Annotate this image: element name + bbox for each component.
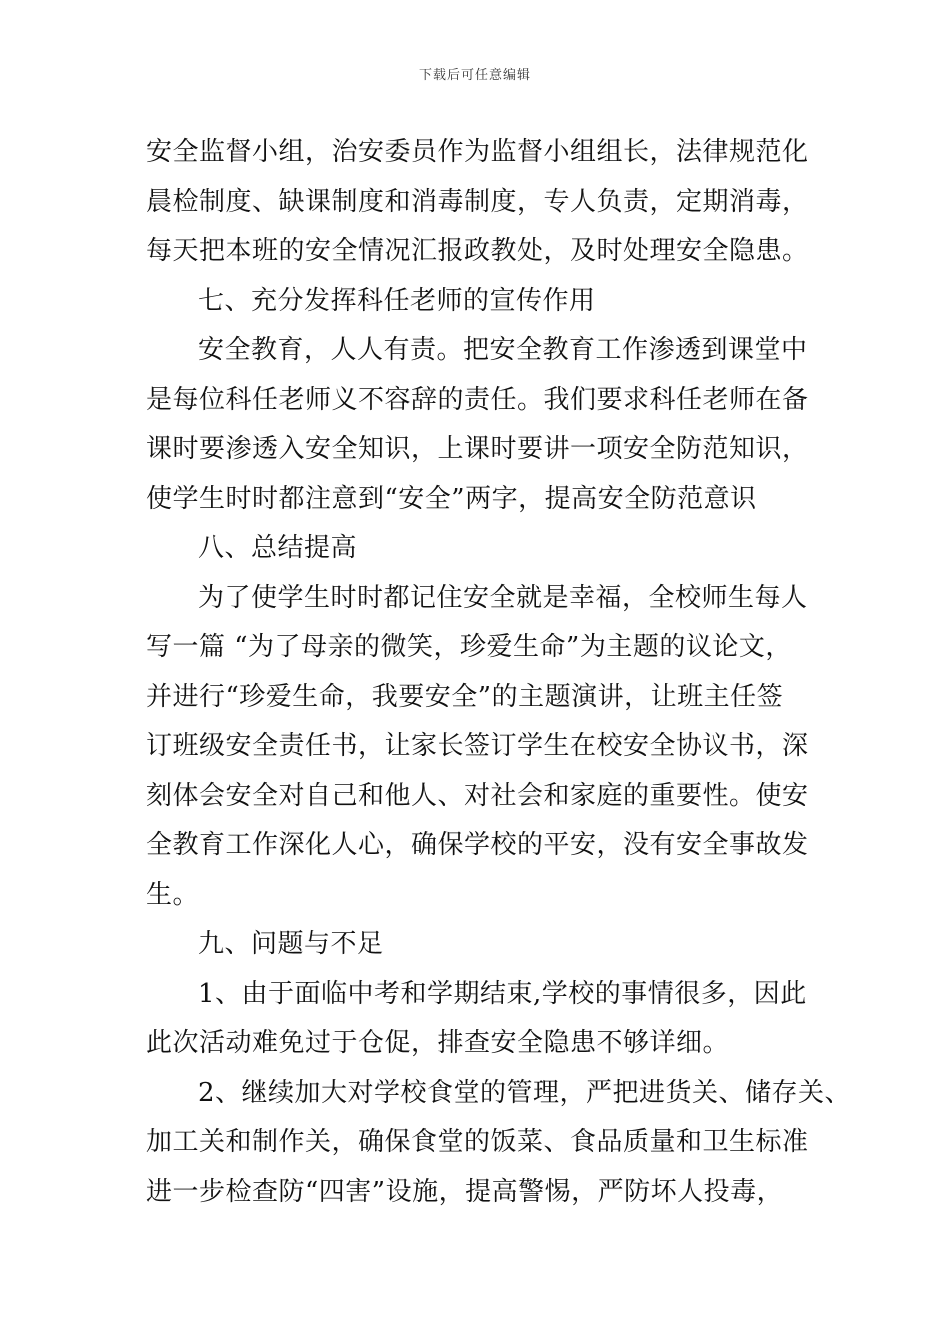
text-line-1: 安全监督小组，治安委员作为监督小组组长，法律规范化: [146, 137, 809, 167]
document-body: [146, 128, 852, 1217]
section-heading-9: 九、问题与不足: [198, 929, 384, 959]
text-line-11: 写一篇 “为了母亲的微笑，珍爱生命”为主题的议论文，: [146, 632, 792, 662]
text-line-2: 晨检制度、缺课制度和消毒制度，专人负责，定期消毒，: [146, 186, 809, 217]
text-line-15: 全教育工作深化人心，确保学校的平安，没有安全事故发: [146, 830, 809, 860]
section-heading-8: 八、总结提高: [198, 533, 358, 563]
text-line-21: 加工关和制作关，确保食堂的饭菜、食品质量和卫生标准: [146, 1127, 809, 1157]
text-line-8: 使学生时时都注意到“安全”两字，提高安全防范意识: [146, 483, 757, 514]
text-line-7: 课时要渗透入安全知识，上课时要讲一项安全防范知识，: [146, 434, 809, 464]
text-line-13: 订班级安全责任书，让家长签订学生在校安全协议书，深: [146, 731, 809, 761]
text-line-14: 刻体会安全对自己和他人、对社会和家庭的重要性。使安: [146, 780, 809, 811]
text-line-22: 进一步检查防“四害”设施，提高警惕，严防坏人投毒，: [146, 1176, 784, 1207]
text-line-18: 1、由于面临中考和学期结束,学校的事情很多，因此: [198, 978, 807, 1009]
page-header: 下载后可任意编辑: [418, 68, 531, 83]
text-line-12: 并进行“珍爱生命，我要安全”的主题演讲，让班主任签: [146, 681, 784, 712]
text-line-20: 2、继续加大对学校食堂的管理，严把进货关、储存关、: [198, 1077, 852, 1108]
text-line-10: 为了使学生时时都记住安全就是幸福，全校师生每人: [198, 582, 808, 613]
text-line-16: 生。: [146, 879, 200, 910]
text-line-3: 每天把本班的安全情况汇报政教处，及时处理安全隐患。: [146, 236, 809, 266]
text-line-19: 此次活动难免过于仓促，排查安全隐患不够详细。: [146, 1028, 730, 1058]
text-line-6: 是每位科任老师义不容辞的责任。我们要求科任老师在备: [146, 384, 809, 415]
text-line-5: 安全教育，人人有责。把安全教育工作渗透到课堂中: [198, 335, 808, 365]
section-heading-7: 七、充分发挥科任老师的宣传作用: [198, 285, 596, 316]
